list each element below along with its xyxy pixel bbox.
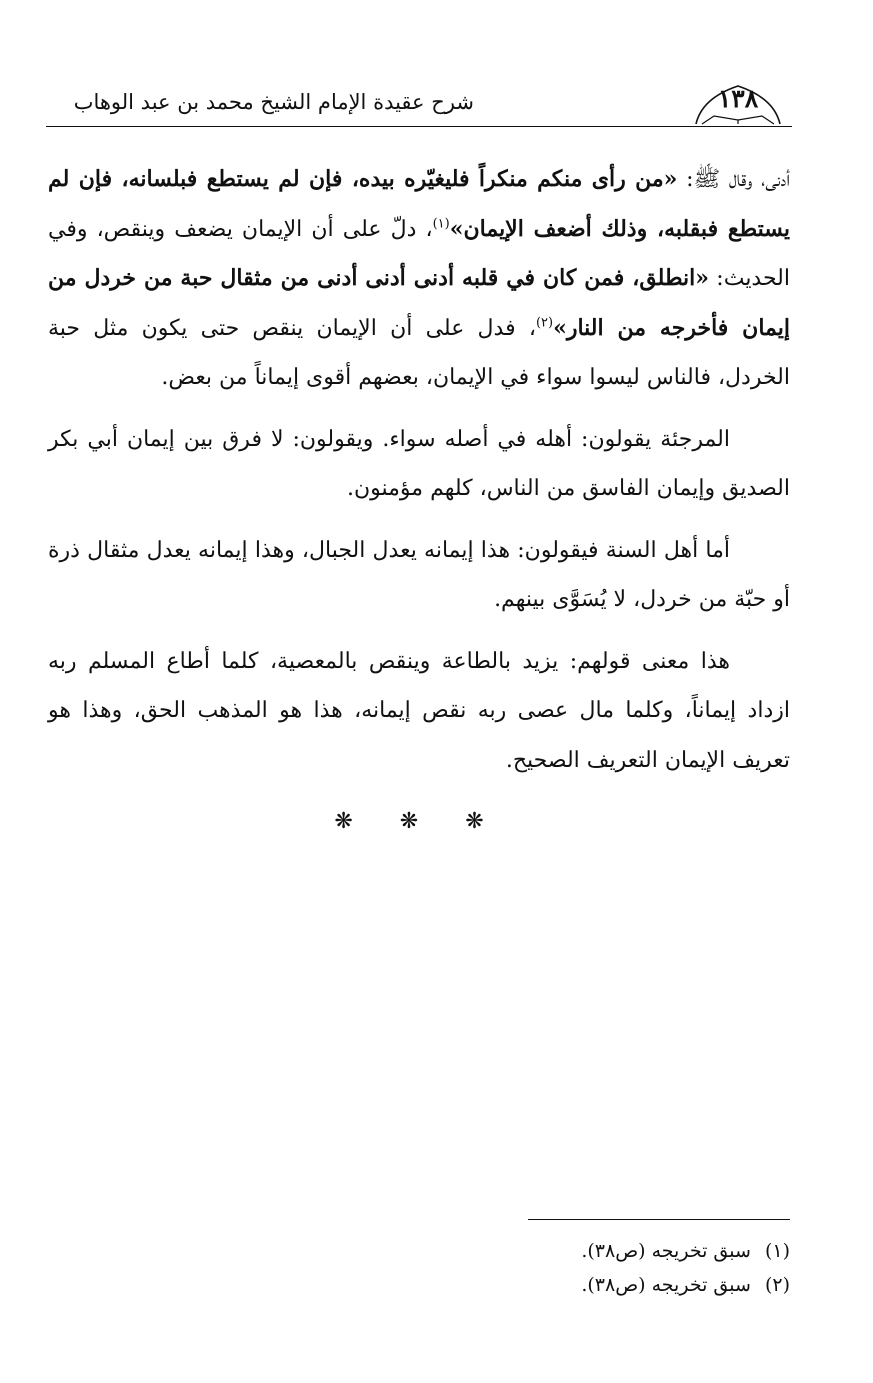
text-segment: أدنى، وقال ﷺ: (677, 167, 790, 192)
hadith-quote-1: «من رأى منكم منكراً فليغيّره بيده، فإن لم يستطع فبلسانه، فإن لم يستطع فبقلبه، وذلك أضعف الإيمان» (48, 166, 790, 242)
footnote-2 (290, 1268, 790, 1302)
footnote-number: (٢) (764, 1274, 790, 1296)
footnote-number: (١) (764, 1240, 790, 1262)
text-segment: ، دلّ على أن الإيمان يضعف وينقص، وفي الحديث: (48, 216, 791, 291)
section-separator: ❋ ❋ ❋ (334, 809, 504, 834)
page-header (46, 80, 792, 127)
footnotes (290, 1234, 790, 1302)
paragraph-4: هذا معنى قولهم: يزيد بالطاعة وينقص بالمعصية، كلما أطاع المسلم ربه ازداد إيماناً، وكلما مال عصى ربه نقص إيمانه، هذا هو المذهب الحق، وهذا هو تعريف الإيمان التعريف الصحيح. (48, 648, 790, 773)
page-number-ornament (692, 80, 784, 124)
footnote-text: سبق تخريجه (ص٣٨). (581, 1274, 751, 1296)
running-title: شرح عقيدة الإمام الشيخ محمد بن عبد الوهاب (73, 90, 474, 114)
paragraph-2: المرجئة يقولون: أهله في أصله سواء. ويقولون: لا فرق بين إيمان أبي بكر الصديق وإيمان الفاسق من الناس، كلهم مؤمنون. (48, 426, 790, 501)
paragraph-3: أما أهل السنة فيقولون: هذا إيمانه يعدل الجبال، وهذا إيمانه يعدل مثقال ذرة أو حبّة من خردل، لا يُسَوَّى بينهم. (48, 537, 790, 612)
footnote-divider (528, 1219, 790, 1220)
paragraph-1 (48, 155, 790, 403)
page-number: ١٣٨ (717, 84, 759, 113)
footnote-text: سبق تخريجه (ص٣٨). (581, 1240, 751, 1262)
footnote-ref-2: (٢) (535, 315, 554, 331)
hadith-quote-2: «انطلق، فمن كان في قلبه أدنى أدنى أدنى من مثقال حبة من خردل من إيمان فأخرجه من النار» (48, 265, 790, 341)
main-text (48, 155, 790, 847)
text-segment: ، فدل على أن الإيمان ينقص حتى يكون مثل حبة الخردل، فالناس ليسوا سواء في الإيمان، بعضهم أقوى إيماناً من بعض. (48, 315, 790, 390)
footnote-1 (290, 1234, 790, 1268)
footnote-ref-1: (١) (432, 216, 450, 232)
